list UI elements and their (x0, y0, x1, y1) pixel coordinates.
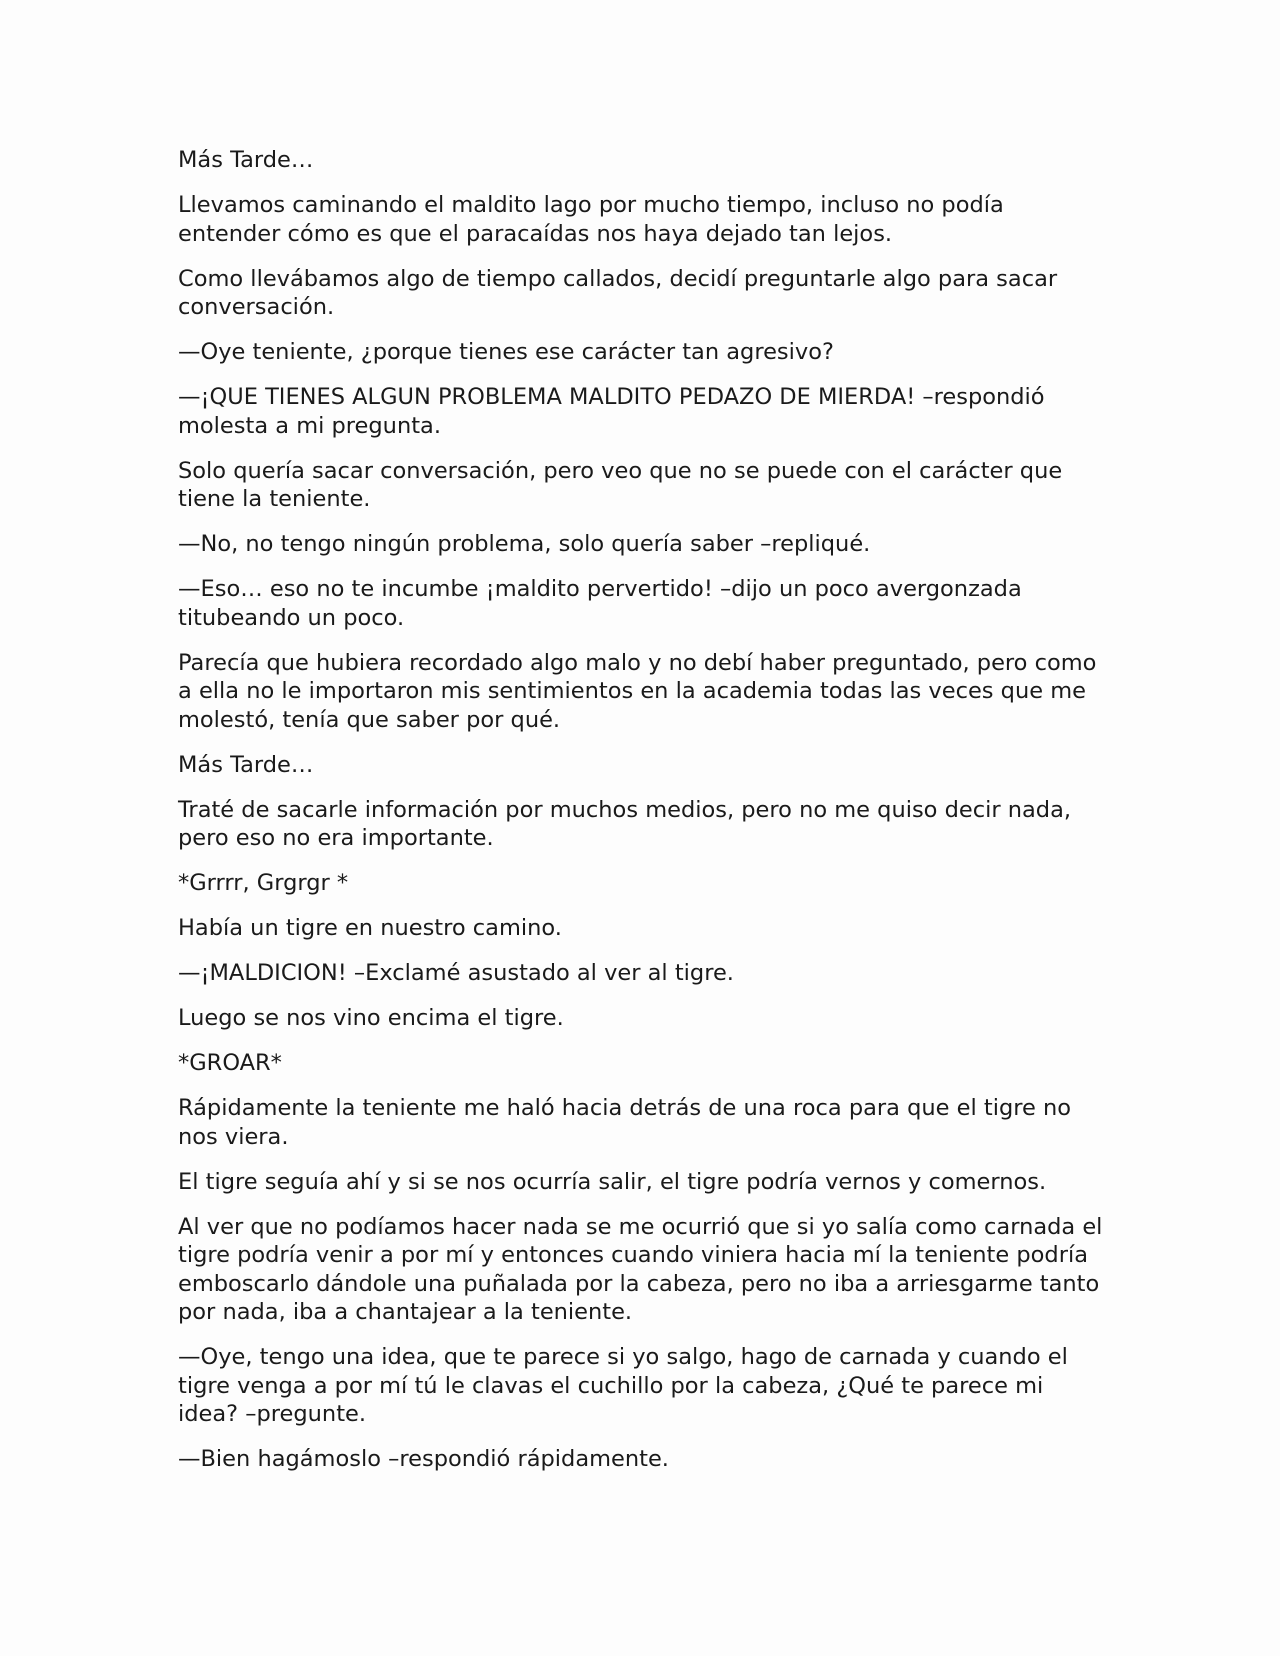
paragraph: Como llevábamos algo de tiempo callados, decidí preguntarle algo para sacar conversación. (178, 265, 1058, 320)
paragraph: Parecía que hubiera recordado algo malo y no debí haber preguntado, pero como a ella no le importaron mis sentimientos en la academia todas las veces que me molestó, tenía que saber por qué. (178, 649, 1097, 733)
document-body (178, 146, 1108, 1490)
paragraph-scene-break: Más Tarde… (178, 751, 314, 778)
paragraph: Al ver que no podíamos hacer nada se me ocurrió que si yo salía como carnada el tigre podría venir a por mí y entonces cuando viniera hacia mí la teniente podría emboscarlo dándole una puñalada por la cabeza, pero no iba a arriesgarme tanto por nada, iba a chantajear a la teniente. (178, 1213, 1103, 1325)
sound-effect: *Grrrr, Grgrgr * (178, 870, 349, 896)
paragraph: Luego se nos vino encima el tigre. (178, 1005, 564, 1031)
paragraph: Había un tigre en nuestro camino. (178, 915, 562, 941)
paragraph: El tigre seguía ahí y si se nos ocurría salir, el tigre podría vernos y comernos. (178, 1168, 1047, 1195)
dialogue-line: —Oye teniente, ¿porque tienes ese carácter tan agresivo? (178, 339, 834, 365)
dialogue-line: —Oye, tengo una idea, que te parece si yo salgo, hago de carnada y cuando el tigre venga a por mí tú le clavas el cuchillo por la cabeza, ¿Qué te parece mi idea? –pregunte. (178, 1344, 1068, 1427)
dialogue-line: —¡QUE TIENES ALGUN PROBLEMA MALDITO PEDAZO DE MIERDA! –respondió molesta a mi pregunta. (178, 384, 1045, 439)
paragraph: Traté de sacarle información por muchos medios, pero no me quiso decir nada, pero eso no era importante. (178, 796, 1072, 851)
dialogue-line: —Bien hagámoslo –respondió rápidamente. (178, 1446, 669, 1472)
paragraph: Solo quería sacar conversación, pero veo que no se puede con el carácter que tiene la teniente. (178, 457, 1063, 512)
dialogue-line: —No, no tengo ningún problema, solo quería saber –repliqué. (178, 531, 871, 557)
dialogue-line: —Eso… eso no te incumbe ¡maldito pervertido! –dijo un poco avergonzada titubeando un poco. (178, 576, 1022, 631)
dialogue-line: —¡MALDICION! –Exclamé asustado al ver al tigre. (178, 960, 734, 986)
paragraph: Rápidamente la teniente me haló hacia detrás de una roca para que el tigre no nos viera. (178, 1095, 1072, 1150)
paragraph: Llevamos caminando el maldito lago por mucho tiempo, incluso no podía entender cómo es que el paracaídas nos haya dejado tan lejos. (178, 192, 1004, 247)
paragraph-scene-break: Más Tarde… (178, 147, 314, 173)
sound-effect: *GROAR* (178, 1050, 282, 1076)
